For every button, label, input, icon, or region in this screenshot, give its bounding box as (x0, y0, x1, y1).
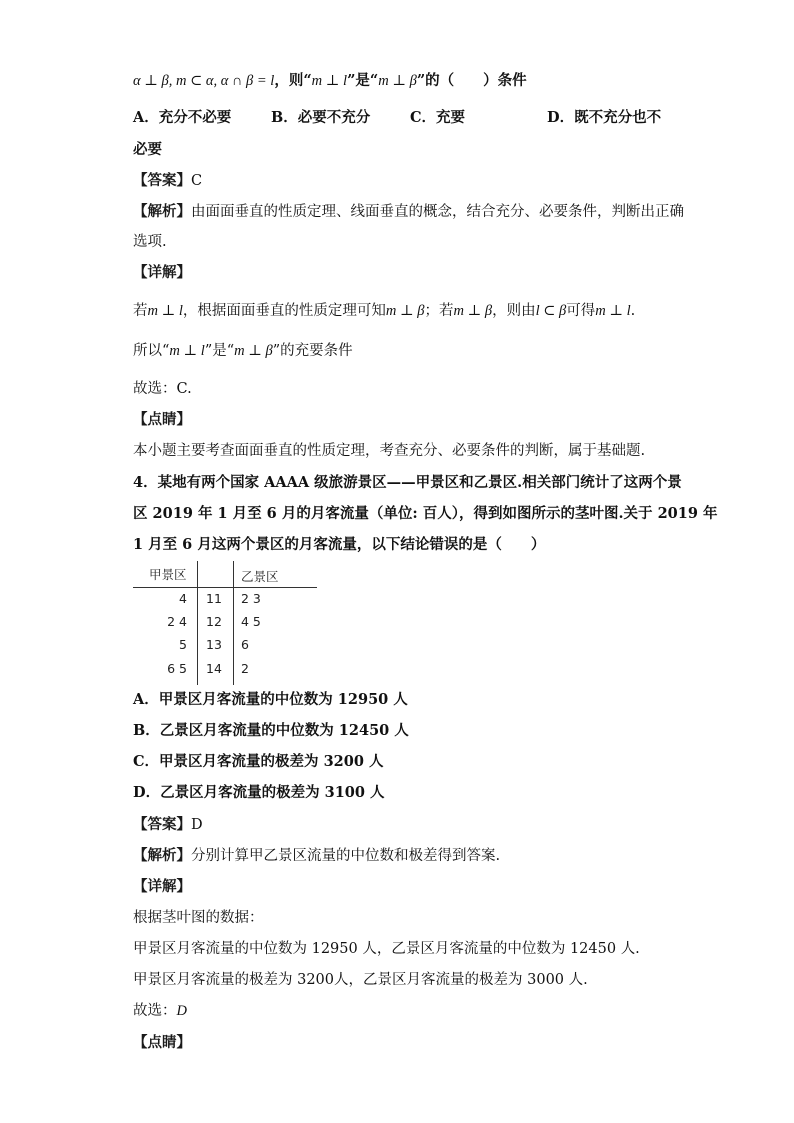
q3-option-d-cont: 必要 (133, 141, 162, 158)
q3-comment: 本小题主要考查面面垂直的性质定理，考查充分、必要条件的判断，属于基础题. (133, 443, 646, 459)
q4-stem-3: 1 月至 6 月这两个景区的月客流量，以下结论错误的是（ ） (133, 536, 546, 553)
choose-text: 故选： (133, 1003, 177, 1019)
stem-leaf-left-leaf: 4 (179, 591, 187, 606)
detail-text: ”的充要条件 (272, 343, 353, 359)
stem-leaf-plot (133, 561, 317, 685)
q4-option-d: D．乙景区月客流量的极差为 3100 人 (133, 784, 385, 801)
q3-analysis (133, 202, 684, 222)
detail-tag: 【详解】 (133, 264, 191, 281)
comment-tag: 【点睛】 (133, 411, 191, 428)
q3-choose: 故选：C. (133, 381, 192, 397)
q3-analysis-cont: 选项. (133, 234, 167, 250)
detail-text: 可得 (566, 303, 596, 319)
q4-analysis (133, 846, 664, 866)
choose-value: D (176, 1003, 187, 1019)
stem-leaf-right-leaf: 6 (241, 637, 249, 652)
stem-leaf-divider-left (197, 561, 198, 685)
detail-math: m ⊥ l (595, 303, 631, 319)
q3-cond2: m ⊥ β (378, 73, 417, 89)
q3-option-d: D．既不充分也不 (547, 109, 662, 126)
answer-value: D (191, 817, 203, 833)
detail-math: m ⊥ β (234, 343, 273, 359)
stem-leaf-left-leaf: 6 5 (167, 661, 187, 676)
detail-math: m ⊥ l (169, 343, 205, 359)
q4-detail-tag (133, 877, 664, 897)
stem-leaf-left-header: 甲景区 (149, 567, 187, 582)
stem-leaf-right-header: 乙景区 (241, 569, 279, 584)
q4-comment-tag (133, 1033, 664, 1053)
answer-value: C (191, 173, 203, 189)
detail-text: ，根据面面垂直的性质定理可知 (182, 303, 386, 319)
answer-tag: 【答案】 (133, 816, 191, 833)
q3-stem-text-2: ”是“ (347, 72, 379, 89)
stem-leaf-right-leaf: 2 (241, 661, 249, 676)
q4-detail-1: 根据茎叶图的数据： (133, 910, 264, 926)
detail-text: ”是“ (204, 343, 235, 359)
stem-leaf-left-leaf: 5 (179, 637, 187, 652)
stem-leaf-left-leaf: 2 4 (167, 614, 187, 629)
q4-stem-1: 4．某地有两个国家 AAAA 级旅游景区——甲景区和乙景区.相关部门统计了这两个景 (133, 474, 682, 491)
answer-tag: 【答案】 (133, 172, 191, 189)
q3-stem-text-1: ，则“ (274, 72, 312, 89)
detail-text: 若 (133, 303, 148, 319)
detail-text: 所以“ (133, 343, 170, 359)
q4-stem-2: 区 2019 年 1 月至 6 月的月客流量（单位: 百人），得到如图所示的茎叶图.关于 2019 年 (133, 505, 718, 522)
detail-math: m ⊥ l (147, 303, 183, 319)
q3-answer (133, 171, 664, 191)
q4-answer (133, 815, 664, 835)
q3-option-b: B．必要不充分 (271, 109, 371, 126)
q3-stem-math: α ⊥ β, m ⊂ α, α ∩ β = l (133, 73, 275, 89)
detail-math: l ⊂ β (535, 303, 567, 319)
q4-option-a: A．甲景区月客流量的中位数为 12950 人 (133, 691, 408, 708)
comment-tag: 【点睛】 (133, 1034, 191, 1051)
q3-stem (133, 71, 664, 91)
q4-detail-3: 甲景区月客流量的极差为 3200人，乙景区月客流量的极差为 3000 人. (133, 972, 588, 988)
detail-text: . (630, 303, 636, 319)
q3-option-a: A．充分不必要 (133, 109, 232, 126)
detail-tag: 【详解】 (133, 878, 191, 895)
stem-leaf-header-line (133, 587, 317, 588)
q3-detail-2 (133, 341, 664, 361)
q3-option-c: C．充要 (410, 109, 466, 126)
q4-option-b: B．乙景区月客流量的中位数为 12450 人 (133, 722, 409, 739)
q4-choose (133, 1001, 664, 1021)
q3-detail-tag (133, 263, 664, 283)
analysis-tag: 【解析】 (133, 203, 191, 220)
detail-text: ，则由 (492, 303, 536, 319)
stem-leaf-stem: 12 (206, 614, 222, 629)
stem-leaf-right-leaf: 2 3 (241, 591, 261, 606)
detail-text: ；若 (424, 303, 454, 319)
q4-option-c: C．甲景区月客流量的极差为 3200 人 (133, 753, 384, 770)
analysis-text: 分别计算甲乙景区流量的中位数和极差得到答案. (191, 848, 501, 864)
stem-leaf-stem: 14 (206, 661, 222, 676)
q3-cond1: m ⊥ l (311, 73, 348, 89)
q3-detail-1 (133, 301, 664, 321)
q3-comment-tag (133, 410, 664, 430)
q3-stem-text-3: ”的（ ）条件 (416, 72, 527, 89)
detail-math: m ⊥ β (453, 303, 493, 319)
stem-leaf-stem: 13 (206, 637, 222, 652)
q4-detail-2: 甲景区月客流量的中位数为 12950 人，乙景区月客流量的中位数为 12450 人. (133, 941, 640, 957)
stem-leaf-divider-right (233, 561, 234, 685)
stem-leaf-right-leaf: 4 5 (241, 614, 261, 629)
analysis-text-1: 由面面垂直的性质定理、线面垂直的概念，结合充分、必要条件，判断出正确 (191, 204, 684, 220)
detail-math: m ⊥ β (385, 303, 425, 319)
stem-leaf-stem: 11 (206, 591, 222, 606)
analysis-tag: 【解析】 (133, 847, 191, 864)
